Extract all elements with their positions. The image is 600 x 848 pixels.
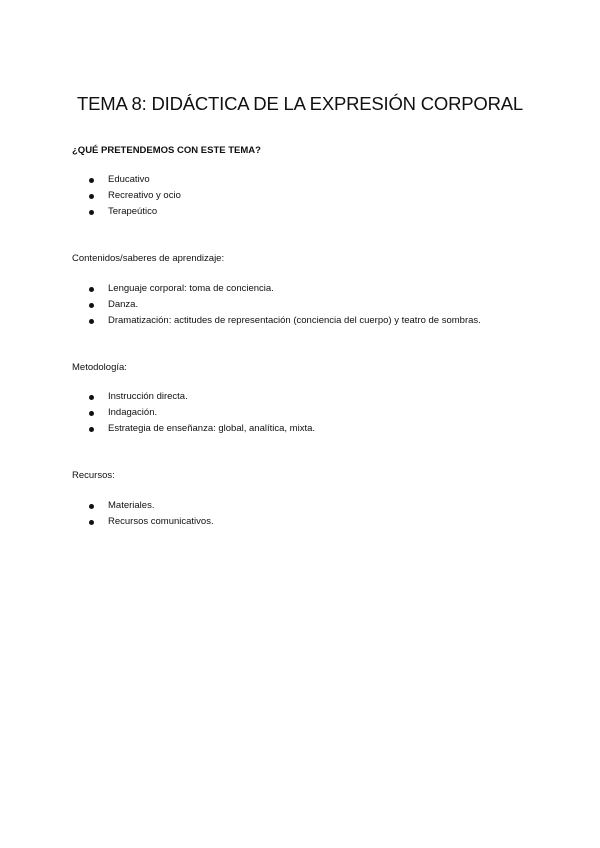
list-item: Recreativo y ocio bbox=[88, 188, 181, 204]
section-heading-contents: Contenidos/saberes de aprendizaje: bbox=[72, 253, 225, 264]
contents-list bbox=[88, 281, 481, 329]
bullet-icon bbox=[89, 395, 94, 400]
list-item: Instrucción directa. bbox=[88, 389, 315, 405]
section-heading-resources: Recursos: bbox=[72, 470, 115, 481]
page-title: TEMA 8: DIDÁCTICA DE LA EXPRESIÓN CORPORAL bbox=[77, 93, 523, 114]
bullet-icon bbox=[89, 194, 94, 199]
bullet-icon bbox=[89, 303, 94, 308]
bullet-icon bbox=[89, 520, 94, 525]
bullet-icon bbox=[89, 411, 94, 416]
section-heading-aims: ¿QUÉ PRETENDEMOS CON ESTE TEMA? bbox=[72, 145, 261, 156]
bullet-icon bbox=[89, 427, 94, 432]
bullet-icon bbox=[89, 287, 94, 292]
list-item: Indagación. bbox=[88, 405, 315, 421]
resources-list bbox=[88, 498, 214, 530]
section-heading-methodology: Metodología: bbox=[72, 362, 127, 373]
bullet-icon bbox=[89, 504, 94, 509]
list-item: Educativo bbox=[88, 172, 181, 188]
bullet-icon bbox=[89, 210, 94, 215]
aims-list bbox=[88, 172, 181, 220]
methodology-list bbox=[88, 389, 315, 437]
list-item: Danza. bbox=[88, 297, 481, 313]
list-item: Estrategia de enseñanza: global, analítica, mixta. bbox=[88, 421, 315, 437]
bullet-icon bbox=[89, 178, 94, 183]
bullet-icon bbox=[89, 319, 94, 324]
list-item: Dramatización: actitudes de representación (conciencia del cuerpo) y teatro de sombras. bbox=[88, 313, 481, 329]
list-item: Materiales. bbox=[88, 498, 214, 514]
list-item: Terapeútico bbox=[88, 204, 181, 220]
list-item: Recursos comunicativos. bbox=[88, 514, 214, 530]
list-item: Lenguaje corporal: toma de conciencia. bbox=[88, 281, 481, 297]
